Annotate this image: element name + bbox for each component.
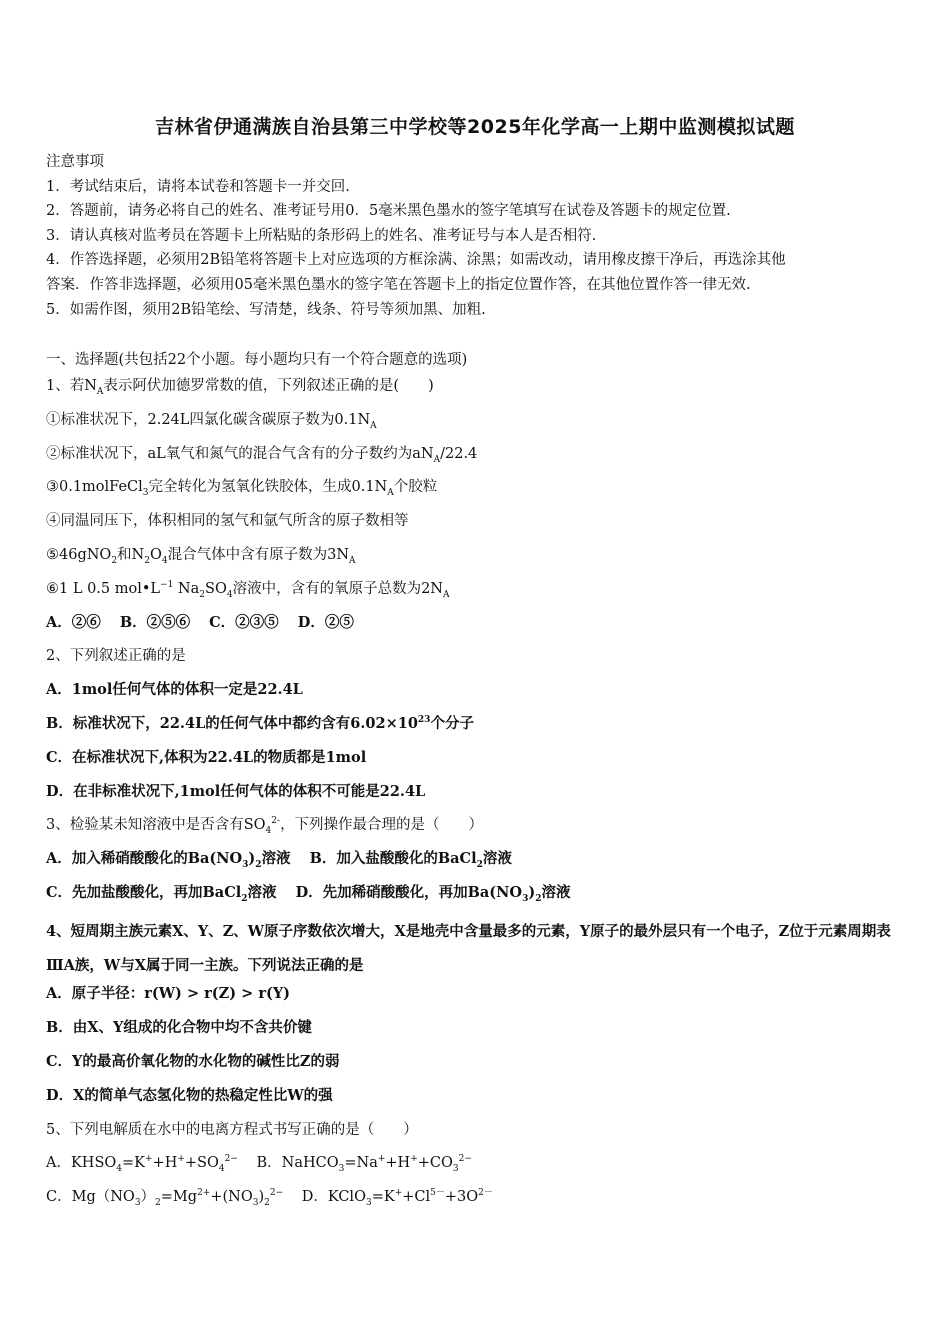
q4-option-b[interactable]: B．由X、Y组成的化合物中均不含共价键	[46, 1019, 312, 1037]
q2-option-a[interactable]: A．1mol任何气体的体积一定是22.4L	[46, 681, 303, 699]
questions-block	[46, 348, 911, 1219]
q5-option-b[interactable]: B．$NaHCO_3=Na^++H^++CO_3^{2-}$	[256, 1154, 472, 1175]
q2-stem: 2、下列叙述正确的是	[46, 648, 186, 665]
q3-option-d[interactable]: D．先加稀硝酸酸化，再加$Ba(NO_3)_2$溶液	[295, 883, 571, 904]
q4-stem: 4、短周期主族元素X、Y、Z、W原子序数依次增大，X是地壳中含量最多的元素，Y原子的最外层只有一个电子，Z位于元素周期表ⅢA族，W与X属于同一主族。下列说法正确的是	[46, 922, 891, 974]
q1-option-d[interactable]: D．②⑤	[297, 613, 354, 631]
q1-statement-4: ④同温同压下，体积相同的氢气和氩气所含的原子数相等	[46, 513, 409, 530]
page-title: 吉林省伊通满族自治县第三中学校等2025年化学高一上期中监测模拟试题	[155, 116, 795, 138]
note-item: 答案．作答非选择题，必须用05毫米黑色墨水的签字笔在答题卡上的指定位置作答，在其他位置作答一律无效.	[46, 276, 751, 293]
q3-option-a[interactable]: A．加入稀硝酸酸化的$Ba(NO_3)_2$溶液	[46, 850, 291, 871]
q2-option-b[interactable]: B．标准状况下，22.4L的任何气体中都约含有$6.02\times 10^{23}$个分子	[46, 714, 474, 732]
q1-statement-1: ①标准状况下，2.24L四氯化碳含碳原子数为$0.1N_A$	[46, 411, 377, 431]
q2-option-d[interactable]: D．在非标准状况下,1mol任何气体的体积不可能是22.4L	[46, 782, 426, 800]
note-item: 2．答题前，请务必将自己的姓名、准考证号用0．5毫米黑色墨水的签字笔填写在试卷及答题卡的规定位置.	[46, 203, 731, 220]
section-heading: 一、选择题(共包括22个小题。每小题均只有一个符合题意的选项)	[46, 352, 468, 368]
q3-stem: 3、检验某未知溶液中是否含有$SO_4^{2-}$，下列操作最合理的是（ ）	[46, 816, 484, 837]
q4-option-a[interactable]: A．原子半径：r(W) > r(Z) > r(Y)	[46, 985, 291, 1003]
q1-options	[46, 611, 911, 645]
q5-options-cd	[46, 1185, 911, 1219]
q1-statement-5: ⑤46gNO$_2$和$N_2O_4$混合气体中含有原子数为$3N_A$	[46, 546, 356, 566]
q1-statement-6: ⑥1 L 0.5 $mol•L^{-1}$ $Na_2SO_4$溶液中，含有的氧原子总数为$2N_A$	[46, 579, 450, 600]
q1-statement-3: ③0.1molFeCl$_3$完全转化为氢氧化铁胶体，生成$0.1N_A$个胶粒	[46, 479, 438, 499]
q1-statement-2: ②标准状况下，aL氧气和氮气的混合气含有的分子数约为$aN_A/22.4$	[46, 445, 478, 465]
q5-options-ab	[46, 1151, 911, 1185]
q5-option-c[interactable]: C．$Mg(NO_3)_2=Mg^{2+}+(NO_3)_2^{2-}$	[46, 1188, 284, 1209]
note-item: 5．如需作图，须用2B铅笔绘、写清楚，线条、符号等须加黑、加粗.	[46, 301, 486, 318]
q4-option-c[interactable]: C．Y的最高价氧化物的水化物的碱性比Z的弱	[46, 1052, 340, 1070]
q5-option-a[interactable]: A．$KHSO_4=K^++H^++SO_4^{2-}$	[46, 1154, 238, 1175]
q5-stem: 5、下列电解质在水中的电离方程式书写正确的是（ ）	[46, 1121, 418, 1138]
q1-option-b[interactable]: B．②⑤⑥	[119, 613, 191, 631]
q2-option-c[interactable]: C．在标准状况下,体积为22.4L的物质都是1mol	[46, 748, 367, 766]
q4-option-d[interactable]: D．X的简单气态氢化物的热稳定性比W的强	[46, 1086, 333, 1104]
q3-options-cd	[46, 881, 911, 915]
q3-option-c[interactable]: C．先加盐酸酸化，再加BaCl$_2$溶液	[46, 883, 277, 904]
q5-option-d[interactable]: D．$KClO_3=K^++Cl^{5-}+3O^{2-}$	[301, 1188, 493, 1209]
q1-stem: 1、若$N_A$表示阿伏加德罗常数的值，下列叙述正确的是( )	[46, 378, 434, 397]
q3-option-b[interactable]: B．加入盐酸酸化的BaCl$_2$溶液	[309, 850, 512, 871]
q1-option-c[interactable]: C．②③⑤	[209, 613, 279, 631]
note-item: 3．请认真核对监考员在答题卡上所粘贴的条形码上的姓名、准考证号与本人是否相符.	[46, 227, 597, 244]
notes-block	[46, 150, 916, 322]
note-item: 1．考试结束后，请将本试卷和答题卡一并交回.	[46, 178, 350, 195]
q3-options-ab	[46, 847, 911, 881]
note-item: 4．作答选择题，必须用2B铅笔将答题卡上对应选项的方框涂满、涂黑；如需改动，请用橡皮擦干净后，再选涂其他	[46, 252, 786, 269]
notes-heading: 注意事项	[46, 154, 104, 170]
q1-option-a[interactable]: A．②⑥	[46, 613, 101, 631]
